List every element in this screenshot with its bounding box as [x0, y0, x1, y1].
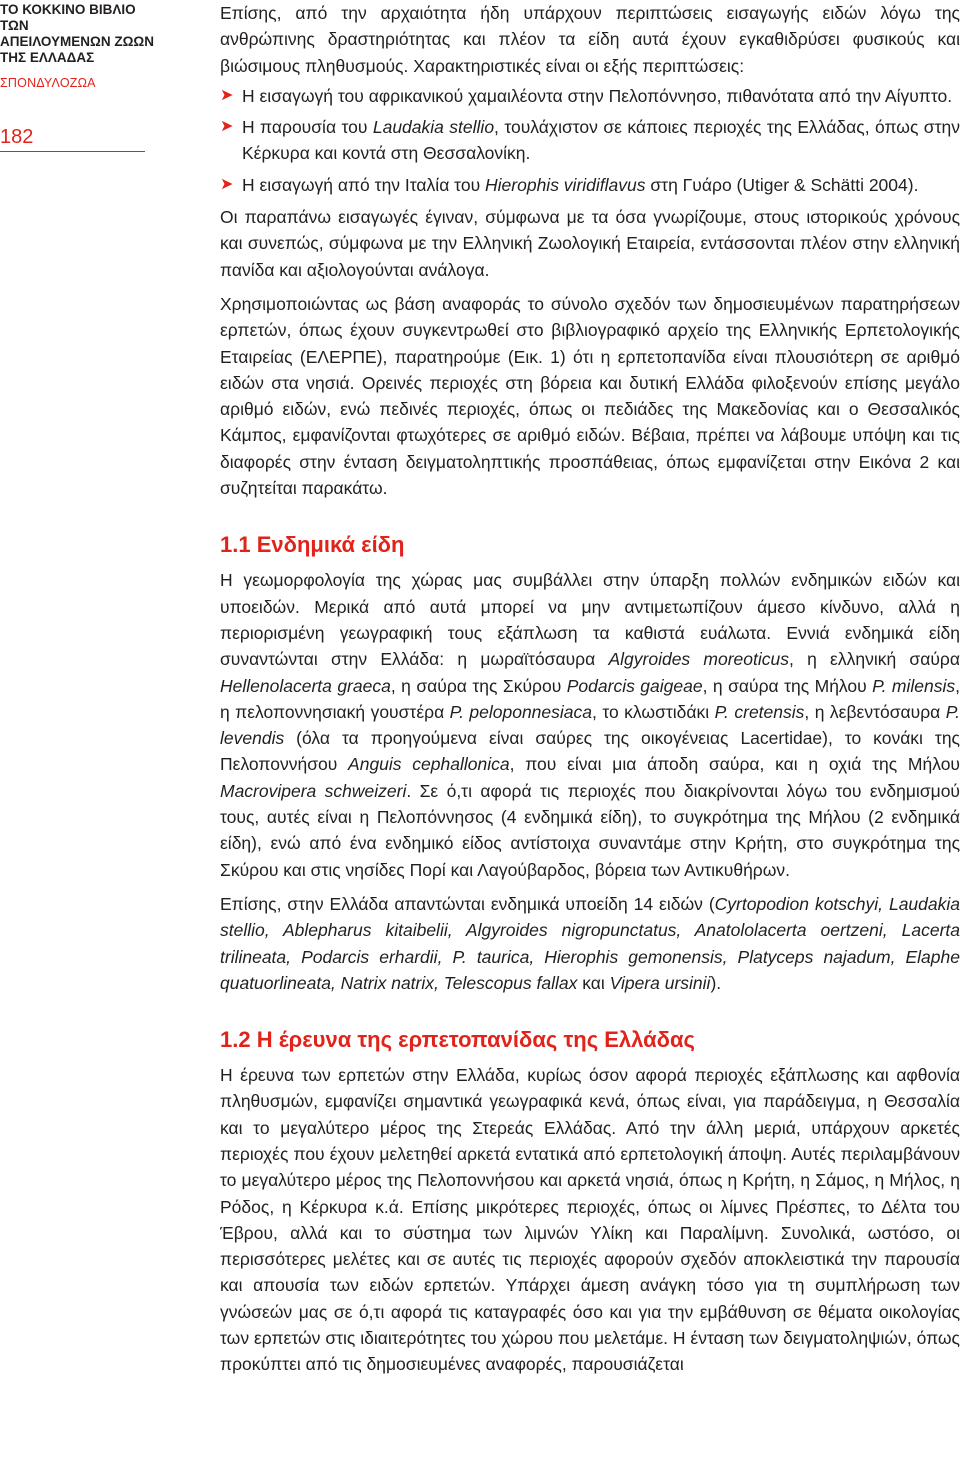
- intro-paragraph: Επίσης, από την αρχαιότητα ήδη υπάρχουν περιπτώσεις εισαγωγής ειδών λόγω της ανθρώπινης δραστηριότητας και πλέον τα είδη αυτά έχουν εγκαθιδρύσει φυσικούς και βιώσιμους πληθυσμούς. Χαρακτηριστικές είναι οι εξής περιπτώσεις:: [220, 3, 960, 76]
- main-text: [220, 0, 960, 1386]
- paragraph: [220, 891, 960, 996]
- page-number: 182: [0, 126, 145, 152]
- book-title-line: ΤΟ ΚΟΚΚΙΝΟ ΒΙΒΛΙΟ ΤΩΝ: [0, 2, 136, 33]
- species-list: Cyrtopodion kotschyi, Laudakia stellio, Ablepharus kitaibelii, Algyroides nigropunctatus, Anatololacerta oertzeni, Lacerta trilineata, Podarcis erhardii, P. taurica, Hierophis gemonensis, Platyceps najadum, Elaphe quatuorlineata, Natrix natrix, Telescopus fallax: [220, 893, 960, 993]
- text-run: στη Γυάρο (Utiger & Schätti 2004).: [645, 174, 919, 195]
- species-name: Algyroides moreoticus: [608, 649, 789, 670]
- arrow-bullet-icon: ➤: [220, 118, 234, 136]
- species-name: Hierophis viridiflavus: [485, 174, 646, 195]
- text-run: , η λεβεντόσαυρα: [804, 701, 946, 722]
- book-title-line: ΤΗΣ ΕΛΛΑΔΑΣ: [0, 50, 95, 65]
- paragraph: Οι παραπάνω εισαγωγές έγιναν, σύμφωνα με τα όσα γνωρίζουμε, στους ιστορικούς χρόνους και συνεπώς, σύμφωνα με την Ελληνική Ζωολογική Εταιρεία, εντάσσονται πλέον στην ελληνική πανίδα και αξιολογούνται ανάλογα.: [220, 207, 960, 280]
- text-run: Η γεωμορφολογία της χώρας μας συμβάλλει στην ύπαρξη πολλών ενδημικών ειδών και υποειδών. Μερικά από αυτά μπορεί να μην αντιμετωπίζουν άμεσο κίνδυνο, αλλά η περιορισμένη γεωγραφική τους εξάπλωση τα καθιστά ευάλωτα. Εννιά ενδημικά είδη συναντώνται στην Ελλάδα: η μωραϊτόσαυρα: [220, 570, 960, 670]
- species-name: P. cretensis: [714, 701, 805, 722]
- species-name: P. levendis: [220, 701, 960, 749]
- text-run: (όλα τα προηγούμενα είναι σαύρες της οικογένειας Lacertidae), το κονάκι της Πελοποννήσου: [220, 728, 960, 775]
- text-run: , το κλωστιδάκι: [592, 701, 715, 722]
- list-item: [220, 114, 960, 167]
- arrow-bullet-icon: ➤: [220, 175, 234, 193]
- list-item-text: [242, 172, 960, 198]
- species-name: Laudakia stellio: [372, 117, 495, 138]
- arrow-bullet-icon: ➤: [220, 86, 234, 104]
- species-name: Podarcis gaigeae: [566, 675, 703, 696]
- paragraph: Η έρευνα των ερπετών στην Ελλάδα, κυρίως όσον αφορά περιοχές εξάπλωσης και αφθονία πληθυσμών, εμφανίζει σημαντικά γεωγραφικά κενά, όπως είναι, για παράδειγμα, η Θεσσαλία και το μεγαλύτερο μέρος της Στερεάς Ελλάδας. Από την άλλη μεριά, υπάρχουν αρκετές περιοχές που έχουν μελετηθεί αρκετά εντατικά από ερπετολογική άποψη. Αυτές περιλαμβάνουν το μεγαλύτερο μέρος της Πελοποννήσου και αρκετά νησιά, όπως η Κρήτη, η Σάμος, η Μήλος, η Ρόδος, η Κέρκυρα κ.ά. Επίσης μικρότερες περιοχές, όπως οι λίμνες Πρέσπες, το Δέλτα του Έβρου, αλλά και το σύστημα των λιμνών Υλίκη και Παραλίμνη. Συνολικά, ωστόσο, οι περισσότερες μελέτες και σε αυτές τις περιοχές αφορούν σχεδόν αποκλειστικά την παρουσία και απουσία των ειδών ερπετών. Υπάρχει άμεση ανάγκη τόσο για τη συμπλήρωση των γνώσεών μας σε ό,τι αφορά τις καταγραφές όσο και για την εμβάθυνση σε θέματα οικολογίας των ερπετών στις ιδιαιτερότητες του χώρου που μελετάμε. Η ένταση των δειγματοληψιών, όπως προκύπτει από τις δημοσιευμένες αναφορές, παρουσιάζεται: [220, 1065, 960, 1375]
- section-label: ΣΠΟΝΔΥΛΟΖΩΑ: [0, 76, 96, 90]
- paragraph: [220, 567, 960, 883]
- list-item: [220, 172, 960, 198]
- text-run: και: [577, 972, 610, 993]
- text-run: Η εισαγωγή από την Ιταλία του: [242, 174, 486, 195]
- species-name: P. milensis: [872, 675, 956, 696]
- species-name: P. peloponnesiaca: [449, 701, 593, 722]
- paragraph: Χρησιμοποιώντας ως βάση αναφοράς το σύνολο σχεδόν των δημοσιευμένων παρατηρήσεων ερπετών, όπως έχουν συγκεντρωθεί στο βιβλιογραφικό αρχείο της Ελληνικής Ερπετολογικής Εταιρείας (ΕΛΕΡΠΕ), παρατηρούμε (Εικ. 1) ότι η ερπετοπανίδα είναι πλουσιότερη σε αριθμό ειδών στα νησιά. Ορεινές περιοχές στη βόρεια και δυτική Ελλάδα φιλοξενούν επίσης μεγάλο αριθμό ειδών, ενώ πεδινές περιοχές, όπως οι πεδιάδες της Μακεδονίας και ο Θεσσαλικός Κάμπος, εμφανίζονται φτωχότερες σε αριθμό ειδών. Βέβαια, πρέπει να λάβουμε υπόψη και τις διαφορές στην ένταση δειγματοληπτικής προσπάθειας, όπως εμφανίζεται στην Εικόνα 2 και συζητείται παρακάτω.: [220, 293, 960, 499]
- section-heading: 1.2 Η έρευνα της ερπετοπανίδας της Ελλάδας: [220, 1027, 695, 1053]
- sidebar: [0, 0, 160, 148]
- text-run: Επίσης, στην Ελλάδα απαντώνται ενδημικά υποείδη 14 ειδών (: [220, 893, 715, 914]
- section-heading: 1.1 Ενδημικά είδη: [220, 532, 405, 558]
- text-run: , τουλάχιστον σε κάποιες περιοχές της Ελλάδας, όπως στην Κέρκυρα και κοντά στη Θεσσαλονίκη.: [242, 117, 960, 164]
- text-run: Η παρουσία του: [242, 117, 373, 138]
- species-name: Hellenolacerta graeca: [220, 675, 391, 696]
- text-run: . Σε ό,τι αφορά τις περιοχές που διακρίνονται λόγω του ενδημισμού τους, αυτές είναι η Πελοπόννησος (4 ενδημικά είδη), το συγκρότημα της Μήλου (2 ενδημικά είδη), ενώ από ένα ενδημικό είδος αντίστοιχα συναντάμε στην Κρήτη, στο συγκρότημα της Σκύρου και στις νησίδες Πορί και Λαγούβαρδος, βόρεια των Αντικυθήρων.: [220, 780, 960, 880]
- list-item: [220, 83, 960, 109]
- list-item-text: Η εισαγωγή του αφρικανικού χαμαιλέοντα στην Πελοπόννησο, πιθανότατα από την Αίγυπτο.: [242, 85, 953, 106]
- species-name: Macrovipera schweizeri: [220, 780, 407, 801]
- book-title-line: ΑΠΕΙΛΟΥΜΕΝΩΝ ΖΩΩΝ: [0, 34, 154, 49]
- text-run: , η σαύρα της Μήλου: [702, 675, 873, 696]
- species-name: Anguis cephallonica: [348, 754, 510, 775]
- text-run: , η σαύρα της Σκύρου: [390, 675, 567, 696]
- text-run: , που είναι μια άποδη σαύρα, και η οχιά της Μήλου: [509, 754, 960, 775]
- text-run: , η ελληνική σαύρα: [789, 649, 960, 670]
- list-item-text: [242, 114, 960, 167]
- text-run: , η πελοποννησιακή γουστέρα: [220, 675, 960, 722]
- text-run: ).: [710, 972, 722, 993]
- book-title: [0, 2, 160, 66]
- species-name: Vipera ursinii: [609, 972, 711, 993]
